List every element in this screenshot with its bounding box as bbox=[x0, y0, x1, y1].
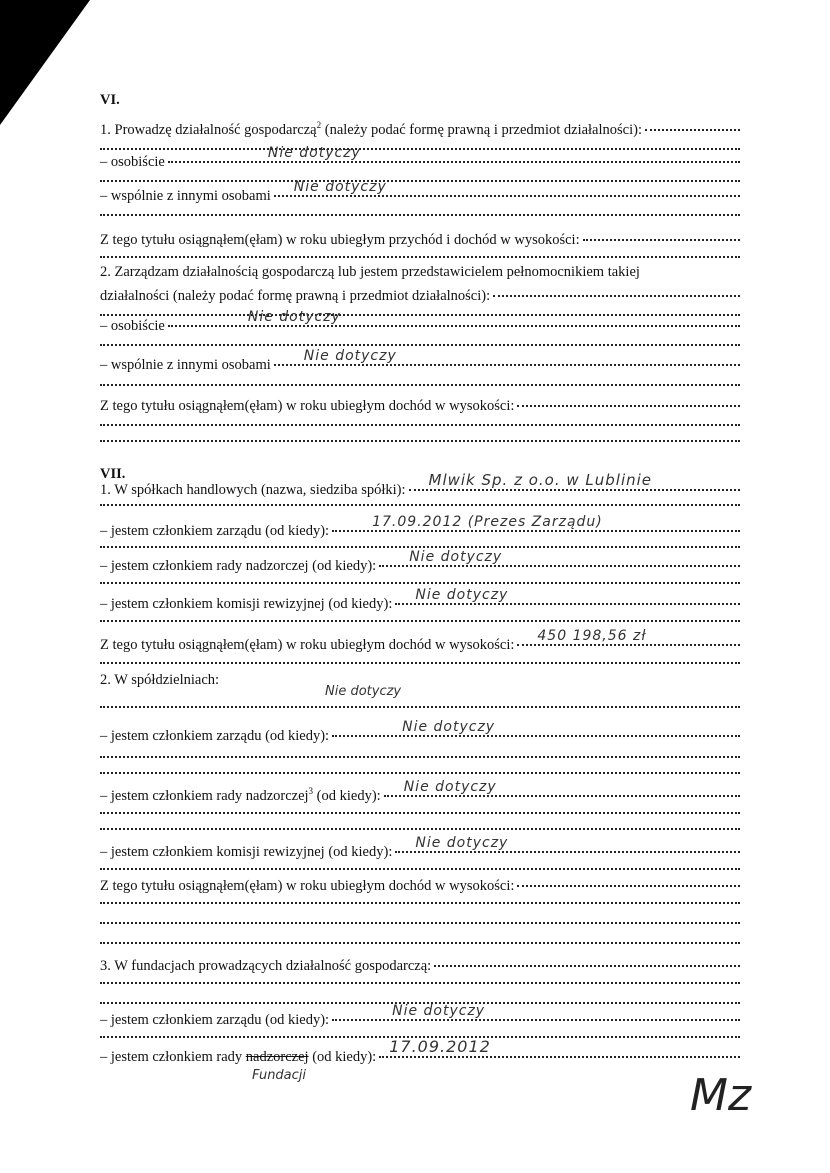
dotted-line bbox=[100, 314, 740, 316]
dotted-line bbox=[100, 440, 740, 442]
dotted-line bbox=[100, 828, 740, 830]
handwritten-entry: Nie dotyczy bbox=[303, 348, 397, 364]
dotted-line bbox=[100, 546, 740, 548]
vii-komisja: – jestem członkiem komisji rewizyjnej (od kiedy): Nie dotyczy bbox=[100, 596, 740, 614]
handwritten-entry: 17.09.2012 bbox=[389, 1037, 491, 1056]
dotted-line bbox=[100, 180, 740, 182]
handwritten-correction: Fundacji bbox=[252, 1068, 307, 1083]
dotted-line bbox=[100, 922, 740, 924]
handwritten-entry: Nie dotyczy bbox=[247, 309, 341, 325]
vii-zarzad-2: – jestem członkiem zarządu (od kiedy): Nie dotyczy bbox=[100, 728, 740, 746]
dotted-line bbox=[100, 868, 740, 870]
vii-z-tego: Z tego tytułu osiągnąłem(ęłam) w roku ubiegłym dochód w wysokości: 450 198,56 zł bbox=[100, 637, 740, 655]
dotted-line bbox=[100, 982, 740, 984]
vi-osobiscie: – osobiście Nie dotyczy bbox=[100, 154, 740, 172]
vii-zarzad: – jestem członkiem zarządu (od kiedy): 17.09.2012 (Prezes Zarządu) bbox=[100, 523, 740, 541]
handwritten-entry: Nie dotyczy bbox=[403, 778, 497, 795]
handwritten-entry: Nie dotyczy bbox=[415, 835, 509, 851]
vi-item-2: 2. Zarządzam działalnością gospodarczą lub jestem przedstawicielem pełnomocnikiem takiej bbox=[100, 264, 640, 280]
dotted-line bbox=[100, 942, 740, 944]
vi-item-2-cont: działalności (należy podać formę prawną i przedmiot działalności): bbox=[100, 288, 740, 306]
handwritten-entry: Nie dotyczy bbox=[409, 549, 503, 565]
dotted-line bbox=[100, 662, 740, 664]
vii-komisja-2: – jestem członkiem komisji rewizyjnej (od kiedy): Nie dotyczy bbox=[100, 844, 740, 862]
dotted-line bbox=[100, 214, 740, 216]
dotted-line bbox=[100, 812, 740, 814]
vii-item-1: 1. W spółkach handlowych (nazwa, siedziba spółki): Mlwik Sp. z o.o. w Lublinie bbox=[100, 482, 740, 500]
dotted-line bbox=[100, 424, 740, 426]
vii-rada-3: – jestem członkiem rady nadzorczej (od kiedy): 17.09.2012 bbox=[100, 1049, 740, 1067]
handwritten-entry: Nie dotyczy bbox=[402, 719, 496, 735]
handwritten-entry: Nie dotyczy bbox=[293, 179, 387, 195]
vii-zarzad-3: – jestem członkiem zarządu (od kiedy): Nie dotyczy bbox=[100, 1012, 740, 1030]
section-vii-heading: VII. bbox=[100, 466, 126, 482]
vi-wspolnie: – wspólnie z innymi osobami Nie dotyczy bbox=[100, 188, 740, 206]
dotted-line bbox=[100, 772, 740, 774]
signature: Mz bbox=[690, 1070, 752, 1121]
handwritten-entry: Nie dotyczy bbox=[415, 587, 509, 603]
vii-rada-2: – jestem członkiem rady nadzorczej$^3$ (od kiedy): Nie dotyczy bbox=[100, 786, 740, 804]
vi-item-1: 1. Prowadzę działalność gospodarczą$^2$ (należy podać formę prawną i przedmiot działalności): bbox=[100, 120, 740, 138]
handwritten-entry: Nie dotyczy bbox=[392, 1003, 486, 1019]
section-vi-heading: VI. bbox=[100, 92, 120, 108]
dotted-line bbox=[100, 620, 740, 622]
handwritten-entry: Nie dotyczy bbox=[267, 145, 361, 161]
vii-item-2: 2. W spółdzielniach: bbox=[100, 672, 220, 688]
dotted-line bbox=[100, 706, 740, 708]
handwritten-entry: 17.09.2012 (Prezes Zarządu) bbox=[372, 514, 603, 530]
handwritten-entry: 450 198,56 zł bbox=[537, 628, 647, 644]
dotted-line bbox=[100, 756, 740, 758]
vi-z-tego-2: Z tego tytułu osiągnąłem(ęłam) w roku ubiegłym dochód w wysokości: bbox=[100, 398, 740, 416]
dotted-line bbox=[100, 344, 740, 346]
vi-wspolnie-2: – wspólnie z innymi osobami Nie dotyczy bbox=[100, 357, 740, 375]
vi-z-tego-1: Z tego tytułu osiągnąłem(ęłam) w roku ubiegłym przychód i dochód w wysokości: bbox=[100, 232, 740, 250]
dotted-line bbox=[100, 902, 740, 904]
vii-z-tego-2: Z tego tytułu osiągnąłem(ęłam) w roku ubiegłym dochód w wysokości: bbox=[100, 878, 740, 896]
dotted-line bbox=[100, 504, 740, 506]
scan-corner-mark bbox=[0, 0, 90, 125]
vi-osobiscie-2: – osobiście Nie dotyczy bbox=[100, 318, 740, 336]
dotted-line bbox=[100, 384, 740, 386]
dotted-line bbox=[100, 148, 740, 150]
handwritten-entry: Mlwik Sp. z o.o. w Lublinie bbox=[428, 471, 653, 489]
vii-rada: – jestem członkiem rady nadzorczej (od kiedy): Nie dotyczy bbox=[100, 558, 740, 576]
dotted-line bbox=[100, 256, 740, 258]
handwritten-entry: Nie dotyczy bbox=[325, 684, 402, 699]
vii-item-3: 3. W fundacjach prowadzących działalność gospodarczą: bbox=[100, 958, 740, 976]
dotted-line bbox=[100, 582, 740, 584]
